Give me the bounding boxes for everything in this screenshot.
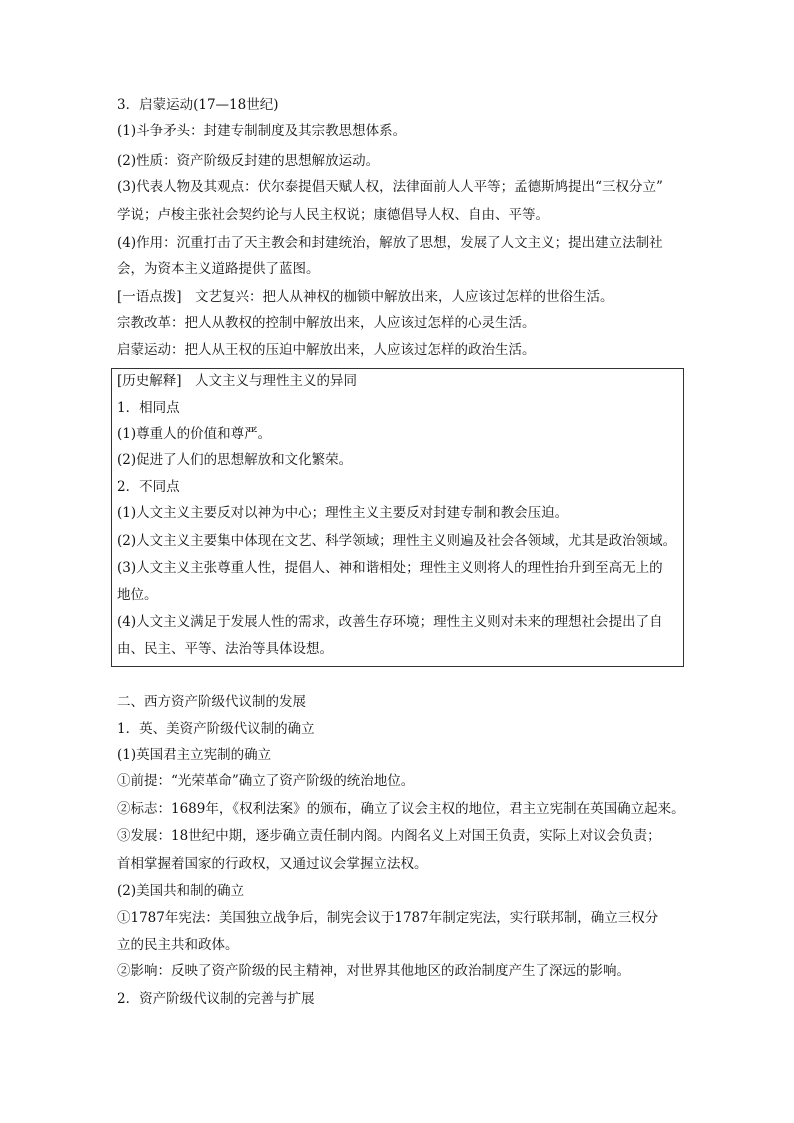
tip-line: 启蒙运动：把人从王权的压迫中解放出来，人应该过怎样的政治生活。 [117,342,536,358]
box-subheading: 2．不同点 [117,479,180,495]
section-heading-enlightenment: 3．启蒙运动(17—18世纪) [117,97,279,113]
paragraph: ①前提：“光荣革命”确立了资产阶级的统治地位。 [117,773,415,789]
box-item: 地位。 [117,587,158,603]
box-item: (2)促进了人们的思想解放和文化繁荣。 [117,452,353,468]
box-subheading: 1．相同点 [117,400,180,416]
box-item: (3)人文主义主张尊重人性，提倡人、神和谐相处；理性主义则将人的理性抬升到至高无上的 [117,560,663,576]
subheading: (1)英国君主立宪制的确立 [117,747,272,763]
paragraph: 立的民主共和政体。 [117,937,239,953]
subheading: 1．英、美资产阶级代议制的确立 [117,721,315,737]
paragraph: (4)作用：沉重打击了天主教会和封建统治，解放了思想，发展了人文主义；提出建立法制社 [117,235,663,251]
tip-line: [一语点拨] 文艺复兴：把人从神权的枷锁中解放出来，人应该过怎样的世俗生活。 [117,289,614,305]
paragraph: (2)性质：资产阶级反封建的思想解放运动。 [117,153,380,169]
paragraph: 会，为资本主义道路提供了蓝图。 [117,261,320,277]
box-item: 由、民主、平等、法治等具体设想。 [117,641,333,657]
section-heading-representative-system: 二、西方资产阶级代议制的发展 [117,694,306,710]
paragraph: ③发展：18世纪中期，逐步确立责任制内阁。内阁名义上对国王负责，实际上对议会负责； [117,828,661,844]
paragraph: 首相掌握着国家的行政权，又通过议会掌握立法权。 [117,856,428,872]
paragraph: (1)斗争矛头：封建专制制度及其宗教思想体系。 [117,123,407,139]
box-item: (1)尊重人的价值和尊严。 [117,426,272,442]
subheading: (2)美国共和制的确立 [117,883,245,899]
box-item: (4)人文主义满足于发展人性的需求，改善生存环境；理性主义则对未来的理想社会提出了自 [117,614,663,630]
paragraph: (3)代表人物及其观点：伏尔泰提倡天赋人权，法律面前人人平等；孟德斯鸠提出“三权分立” [117,179,663,195]
paragraph: ②影响：反映了资产阶级的民主精神，对世界其他地区的政治制度产生了深远的影响。 [117,963,630,979]
tip-line: 宗教改革：把人从教权的控制中解放出来，人应该过怎样的心灵生活。 [117,315,536,331]
box-title: [历史解释] 人文主义与理性主义的异同 [117,373,358,389]
box-item: (1)人文主义主要反对以神为中心；理性主义主要反对封建专制和教会压迫。 [117,505,569,521]
box-item: (2)人文主义主要集中体现在文艺、科学领域；理性主义则遍及社会各领域，尤其是政治领域。 [117,533,677,549]
subheading: 2．资产阶级代议制的完善与扩展 [117,991,315,1007]
paragraph: ②标志：1689年，《权利法案》的颁布，确立了议会主权的地位，君主立宪制在英国确立起来。 [117,801,685,817]
paragraph: ①1787年宪法：美国独立战争后，制宪会议于1787年制定宪法，实行联邦制，确立三权分 [117,910,659,926]
paragraph: 学说；卢梭主张社会契约论与人民主权说；康德倡导人权、自由、平等。 [117,207,549,223]
